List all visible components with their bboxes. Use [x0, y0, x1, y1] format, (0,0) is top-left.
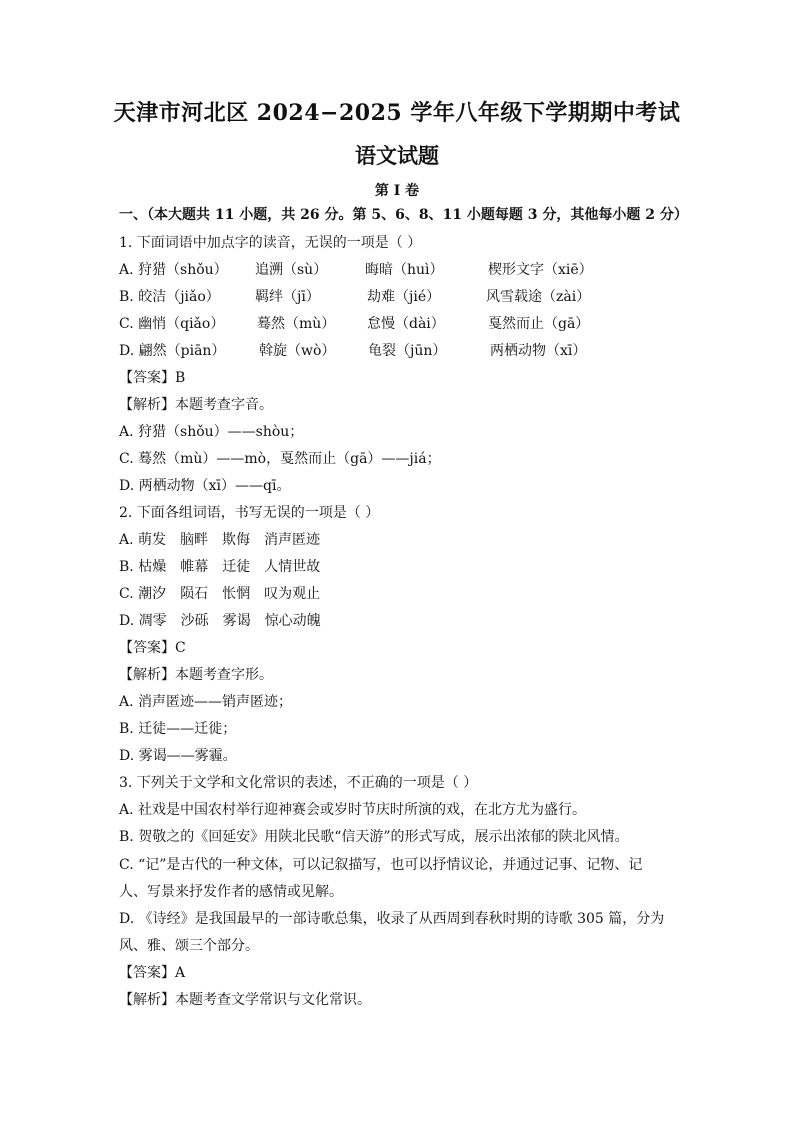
q2-analysis-heading: 【解析】本题考查字形。 — [119, 667, 273, 683]
q1-c-4: 戛然而止（gā） — [488, 316, 590, 332]
q1-b-2: 羁绊（jī） — [255, 289, 320, 305]
q3-option-d-cont: 风、雅、颂三个部分。 — [119, 938, 259, 954]
q3-stem: 3. 下列关于文学和文化常识的表述，不正确的一项是（ ） — [119, 775, 478, 791]
q2-option-a: A. 萌发 脑畔 欺侮 消声匿迹 — [119, 532, 321, 548]
exam-title: 天津市河北区 2024−2025 学年八年级下学期期中考试 — [113, 100, 681, 126]
q2-option-c: C. 潮汐 陨石 怅惘 叹为观止 — [119, 586, 321, 602]
q2-analysis-a: A. 消声匿迹——销声匿迹； — [119, 694, 293, 710]
q2-option-d: D. 凋零 沙砾 雾谒 惊心动魄 — [119, 613, 321, 629]
q1-b-1: B. 皎洁（jiǎo） — [119, 289, 220, 305]
q1-analysis-heading: 【解析】本题考查字音。 — [119, 397, 273, 413]
q1-a-2: 追溯（sù） — [255, 262, 328, 278]
q1-c-1: C. 幽悄（qiǎo） — [119, 316, 225, 332]
part-heading: 一、（本大题共 11 小题，共 26 分。第 5、6、8、11 小题每题 3 分，其他每小题 2 分） — [119, 207, 688, 223]
q1-analysis-a: A. 狩猎（shǒu）——shòu； — [119, 424, 304, 440]
q1-a-4: 楔形文字（xiē） — [488, 262, 593, 278]
q3-analysis: 【解析】本题考查文学常识与文化常识。 — [119, 992, 371, 1008]
q2-answer: 【答案】C — [119, 640, 186, 656]
q2-analysis-d: D. 雾谒——雾霾。 — [119, 748, 237, 764]
q1-stem: 1. 下面词语中加点字的读音，无误的一项是（ ） — [119, 235, 422, 251]
exam-subtitle: 语文试题 — [355, 143, 439, 168]
q1-c-3: 怠慢（dài） — [367, 316, 445, 332]
q3-option-a: A. 社戏是中国农村举行迎神赛会或岁时节庆时所演的戏，在北方尤为盛行。 — [119, 802, 587, 818]
section-label: 第 I 卷 — [374, 183, 420, 199]
q1-answer: 【答案】B — [119, 370, 186, 386]
q3-option-c: C. “记”是古代的一种文体，可以记叙描写，也可以抒情议论，并通过记事、记物、记 — [119, 857, 643, 873]
q1-analysis-c: C. 蓦然（mù）——mò，戛然而止（gā）——jiá； — [119, 451, 441, 467]
q2-option-b: B. 枯燥 帷幕 迁徒 人情世故 — [119, 559, 321, 575]
q2-stem: 2. 下面各组词语，书写无误的一项是（ ） — [119, 505, 380, 521]
q2-analysis-b: B. 迁徒——迁徙； — [119, 721, 237, 737]
q1-b-4: 风雪载途（zài） — [486, 289, 591, 305]
q1-d-2: 斡旋（wò） — [259, 343, 336, 359]
q1-d-1: D. 翩然（piān） — [119, 343, 226, 359]
q1-analysis-d: D. 两栖动物（xī）——qī。 — [119, 478, 291, 494]
q1-d-4: 两栖动物（xī） — [490, 343, 587, 359]
q1-a-3: 晦暗（huì） — [365, 262, 444, 278]
q1-c-2: 蓦然（mù） — [257, 316, 336, 332]
q1-b-3: 劫难（jié） — [367, 289, 441, 305]
q3-option-b: B. 贺敬之的《回延安》用陕北民歌“信天游”的形式写成，展示出浓郁的陕北风情。 — [119, 829, 629, 845]
q3-option-d: D. 《诗经》是我国最早的一部诗歌总集，收录了从西周到春秋时期的诗歌 305 篇，分为 — [119, 911, 665, 927]
q3-option-c-cont: 人、写景来抒发作者的感情或见解。 — [119, 884, 343, 900]
q3-answer: 【答案】A — [119, 965, 186, 981]
q1-a-1: A. 狩猎（shǒu） — [119, 262, 228, 278]
q1-d-3: 龟裂（jūn） — [368, 343, 447, 359]
